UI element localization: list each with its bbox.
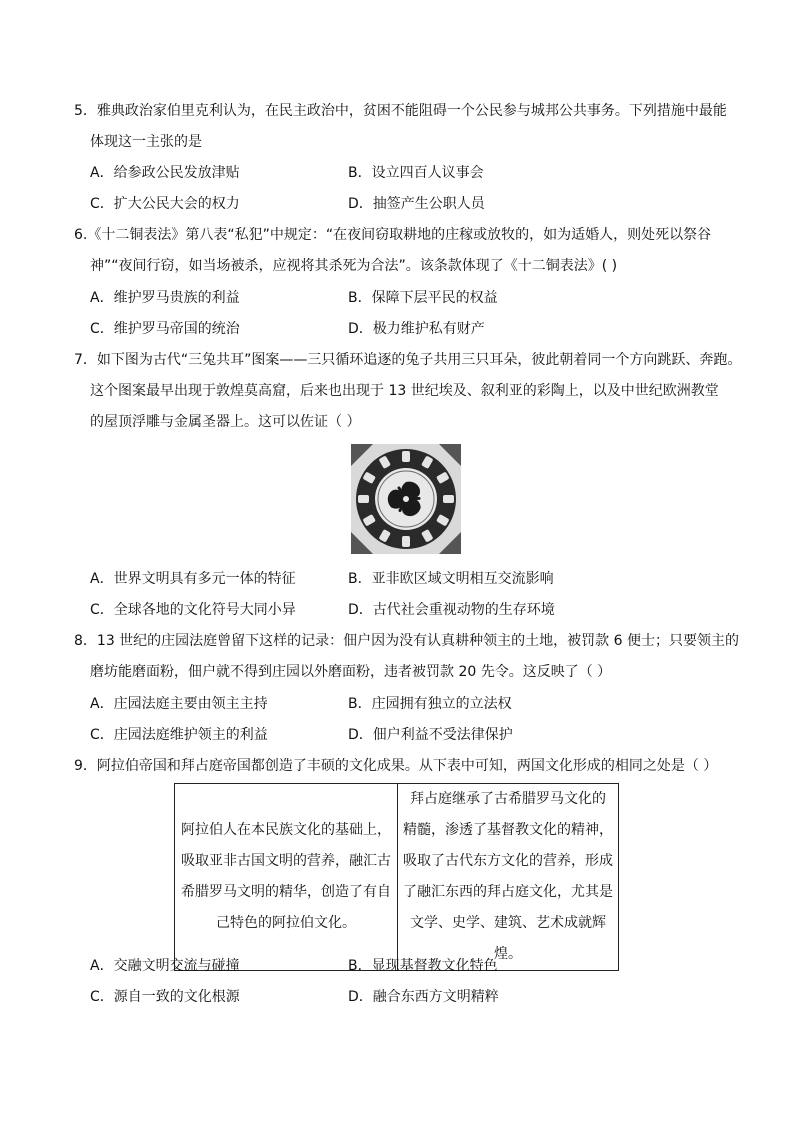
arabic-line-1: 阿拉伯人在本民族文化的基础上， [181, 822, 391, 838]
question-9-option-a[interactable]: A．交融文明交流与碰撞 [90, 958, 240, 974]
question-7-options [90, 564, 690, 626]
question-9 [74, 751, 734, 782]
question-7-line-3: 的屋顶浮雕与金属圣器上。这可以佐证（ ） [90, 414, 361, 430]
question-9-option-b[interactable]: B．显现基督教文化特色 [348, 958, 498, 974]
question-7-option-c[interactable]: C．全球各地的文化符号大同小异 [90, 602, 296, 618]
question-6 [74, 220, 734, 282]
byzantine-line-3: 吸取了古代东方文化的营养，形成 [403, 853, 613, 869]
table-cell-arabic [175, 784, 398, 971]
question-8-option-b[interactable]: B．庄园拥有独立的立法权 [348, 696, 512, 712]
question-6-option-b[interactable]: B．保障下层平民的权益 [348, 290, 498, 306]
question-5-line-2: 体现这一主张的是 [90, 134, 202, 150]
question-5-line-1: 5．雅典政治家伯里克利认为，在民主政治中，贫困不能阻碍一个公民参与城邦公共事务。下列措施中最能 [74, 103, 727, 119]
question-8-line-1: 8．13 世纪的庄园法庭曾留下这样的记录：佃户因为没有认真耕种领主的土地，被罚款 6 便士；只要领主的 [74, 633, 739, 649]
arabic-line-4: 己特色的阿拉伯文化。 [216, 915, 356, 931]
question-7-option-a[interactable]: A．世界文明具有多元一体的特征 [90, 571, 296, 587]
question-7-option-b[interactable]: B．亚非欧区域文明相互交流影响 [348, 571, 554, 587]
question-7-option-d[interactable]: D．古代社会重视动物的生存环境 [348, 602, 555, 618]
question-5-option-a[interactable]: A．给参政公民发放津贴 [90, 165, 240, 181]
question-6-line-1: 6.《十二铜表法》第八表“私犯”中规定：“在夜间窃取耕地的庄稼或放牧的，如为适婚人，则处死以祭谷 [74, 227, 712, 243]
question-8-option-c[interactable]: C．庄园法庭维护领主的利益 [90, 727, 268, 743]
question-7 [74, 345, 742, 438]
question-5-option-d[interactable]: D．抽签产生公职人员 [348, 196, 485, 212]
byzantine-line-1: 拜占庭继承了古希腊罗马文化的 [410, 791, 606, 807]
comparison-table [174, 783, 619, 971]
question-9-option-c[interactable]: C．源自一致的文化根源 [90, 989, 240, 1005]
three-hares-pattern-icon [351, 444, 461, 554]
byzantine-line-5: 文学、史学、建筑、艺术成就辉煌。 [410, 915, 606, 962]
table-row [175, 784, 619, 971]
question-9-options [90, 951, 690, 1013]
question-7-line-2: 这个图案最早出现于敦煌莫高窟，后来也出现于 13 世纪埃及、叙利亚的彩陶上，以及中世纪欧洲教堂 [90, 383, 719, 399]
question-5 [74, 96, 734, 158]
byzantine-line-2: 精髓，渗透了基督教文化的精神， [403, 822, 613, 838]
question-6-line-2: 神”“夜间行窃，如当场被杀，应视将其杀死为合法”。该条款体现了《十二铜表法》( ) [90, 258, 618, 274]
question-6-option-a[interactable]: A．维护罗马贵族的利益 [90, 290, 240, 306]
byzantine-line-4: 了融汇东西的拜占庭文化，尤其是 [403, 884, 613, 900]
question-5-option-b[interactable]: B．设立四百人议事会 [348, 165, 484, 181]
question-6-option-d[interactable]: D．极力维护私有财产 [348, 321, 485, 337]
question-9-line-1: 9．阿拉伯帝国和拜占庭帝国都创造了丰硕的文化成果。从下表中可知，两国文化形成的相同之处是（ ） [74, 758, 718, 774]
arabic-line-3: 希腊罗马文明的精华，创造了有自 [181, 884, 391, 900]
question-9-option-d[interactable]: D．融合东西方文明精粹 [348, 989, 499, 1005]
question-8 [74, 626, 739, 688]
arabic-line-2: 吸取亚非古国文明的营养，融汇古 [181, 853, 391, 869]
question-7-line-1: 7．如下图为古代“三兔共耳”图案——三只循环追逐的兔子共用三只耳朵，彼此朝着同一个方向跳跃、奔跑。 [74, 352, 742, 368]
table-cell-byzantine [398, 784, 619, 971]
question-5-options [90, 158, 690, 220]
question-5-option-c[interactable]: C．扩大公民大会的权力 [90, 196, 240, 212]
question-8-line-2: 磨坊能磨面粉，佃户就不得到庄园以外磨面粉，违者被罚款 20 先令。这反映了（ ） [90, 664, 612, 680]
question-8-option-d[interactable]: D．佃户利益不受法律保护 [348, 727, 513, 743]
question-8-options [90, 689, 690, 751]
question-8-option-a[interactable]: A．庄园法庭主要由领主主持 [90, 696, 268, 712]
question-6-options [90, 283, 690, 345]
question-6-option-c[interactable]: C．维护罗马帝国的统治 [90, 321, 240, 337]
